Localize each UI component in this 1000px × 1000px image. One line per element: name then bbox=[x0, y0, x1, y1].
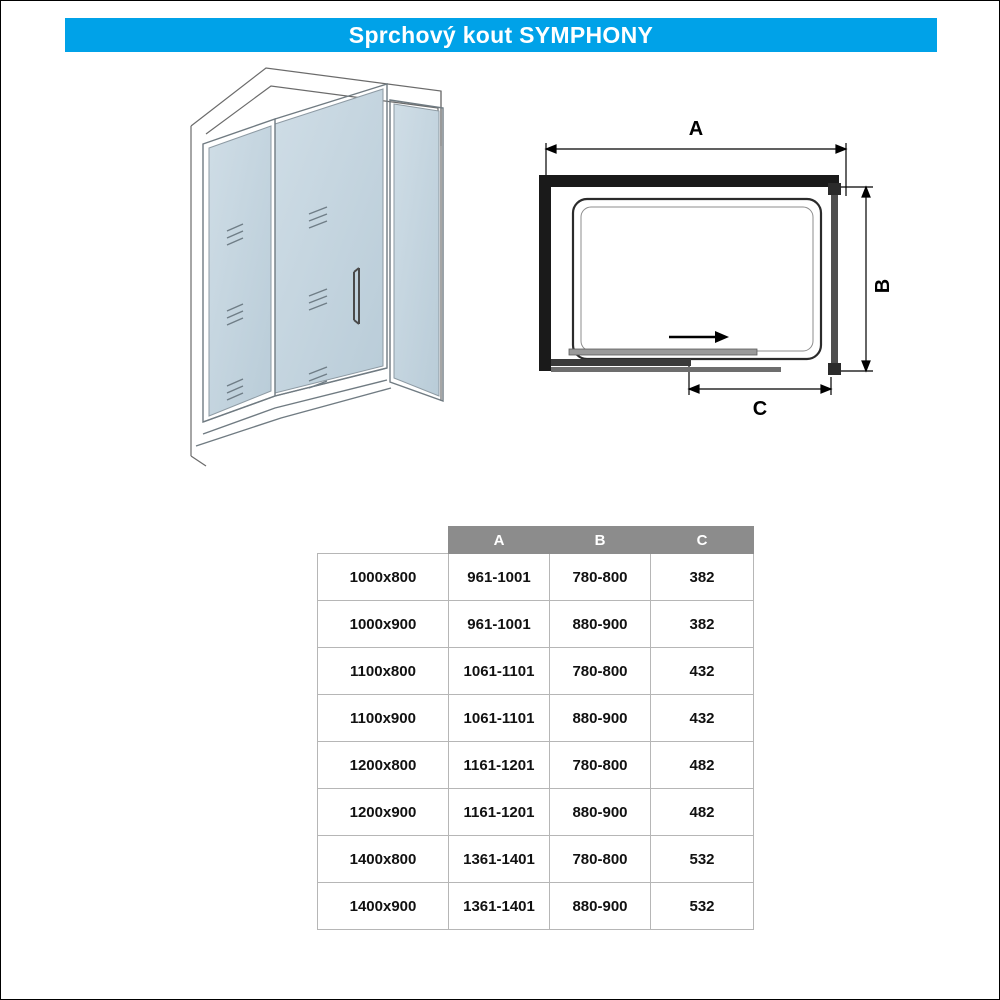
shower-tray-outline bbox=[573, 199, 821, 359]
table-row bbox=[318, 742, 754, 789]
cell-size: 1100x800 bbox=[318, 648, 449, 695]
cell-c: 432 bbox=[651, 695, 754, 742]
cell-a: 1061-1101 bbox=[449, 695, 550, 742]
cell-b: 780-800 bbox=[550, 836, 651, 883]
cell-size: 1000x900 bbox=[318, 601, 449, 648]
dimension-line-b bbox=[841, 187, 873, 371]
table-header-b: B bbox=[550, 527, 651, 554]
cell-c: 532 bbox=[651, 883, 754, 930]
dimension-line-a bbox=[546, 143, 846, 196]
table-row bbox=[318, 601, 754, 648]
cell-b: 780-800 bbox=[550, 554, 651, 601]
cell-b: 880-900 bbox=[550, 695, 651, 742]
table-row bbox=[318, 695, 754, 742]
dimension-label-b: B bbox=[872, 278, 894, 294]
table-header-c: C bbox=[651, 527, 754, 554]
cell-b: 880-900 bbox=[550, 789, 651, 836]
cell-size: 1400x900 bbox=[318, 883, 449, 930]
table-header-a: A bbox=[449, 527, 550, 554]
shower-tray-inner bbox=[581, 207, 813, 351]
cell-size: 1000x800 bbox=[318, 554, 449, 601]
side-panel-glass bbox=[828, 183, 841, 375]
cell-c: 432 bbox=[651, 648, 754, 695]
cell-a: 1361-1401 bbox=[449, 883, 550, 930]
table-header-size bbox=[318, 527, 449, 554]
cell-a: 1161-1201 bbox=[449, 742, 550, 789]
cell-c: 482 bbox=[651, 789, 754, 836]
cell-c: 382 bbox=[651, 601, 754, 648]
table-row bbox=[318, 554, 754, 601]
cell-size: 1200x800 bbox=[318, 742, 449, 789]
dimensions-table bbox=[317, 526, 754, 930]
page-title-bar bbox=[65, 18, 937, 52]
page-title: Sprchový kout SYMPHONY bbox=[348, 21, 654, 48]
slide-direction-arrow bbox=[669, 331, 729, 343]
cell-size: 1100x900 bbox=[318, 695, 449, 742]
sliding-door-panels bbox=[551, 349, 781, 372]
cell-c: 482 bbox=[651, 742, 754, 789]
cell-a: 1361-1401 bbox=[449, 836, 550, 883]
shower-enclosure-plan-view bbox=[501, 101, 901, 421]
table-row bbox=[318, 789, 754, 836]
cell-b: 880-900 bbox=[550, 883, 651, 930]
cell-a: 1161-1201 bbox=[449, 789, 550, 836]
dimension-label-c: C bbox=[752, 398, 768, 420]
cell-size: 1400x800 bbox=[318, 836, 449, 883]
cell-a: 961-1001 bbox=[449, 554, 550, 601]
cell-b: 780-800 bbox=[550, 742, 651, 789]
dimension-label-a: A bbox=[688, 118, 704, 140]
cell-size: 1200x900 bbox=[318, 789, 449, 836]
cell-a: 1061-1101 bbox=[449, 648, 550, 695]
cell-c: 382 bbox=[651, 554, 754, 601]
cell-c: 532 bbox=[651, 836, 754, 883]
shower-enclosure-isometric-view bbox=[151, 56, 481, 466]
table-row bbox=[318, 883, 754, 930]
table-body bbox=[318, 554, 754, 930]
cell-a: 961-1001 bbox=[449, 601, 550, 648]
cell-b: 780-800 bbox=[550, 648, 651, 695]
table-row bbox=[318, 648, 754, 695]
table-row bbox=[318, 836, 754, 883]
cell-b: 880-900 bbox=[550, 601, 651, 648]
table-header-row bbox=[318, 527, 754, 554]
